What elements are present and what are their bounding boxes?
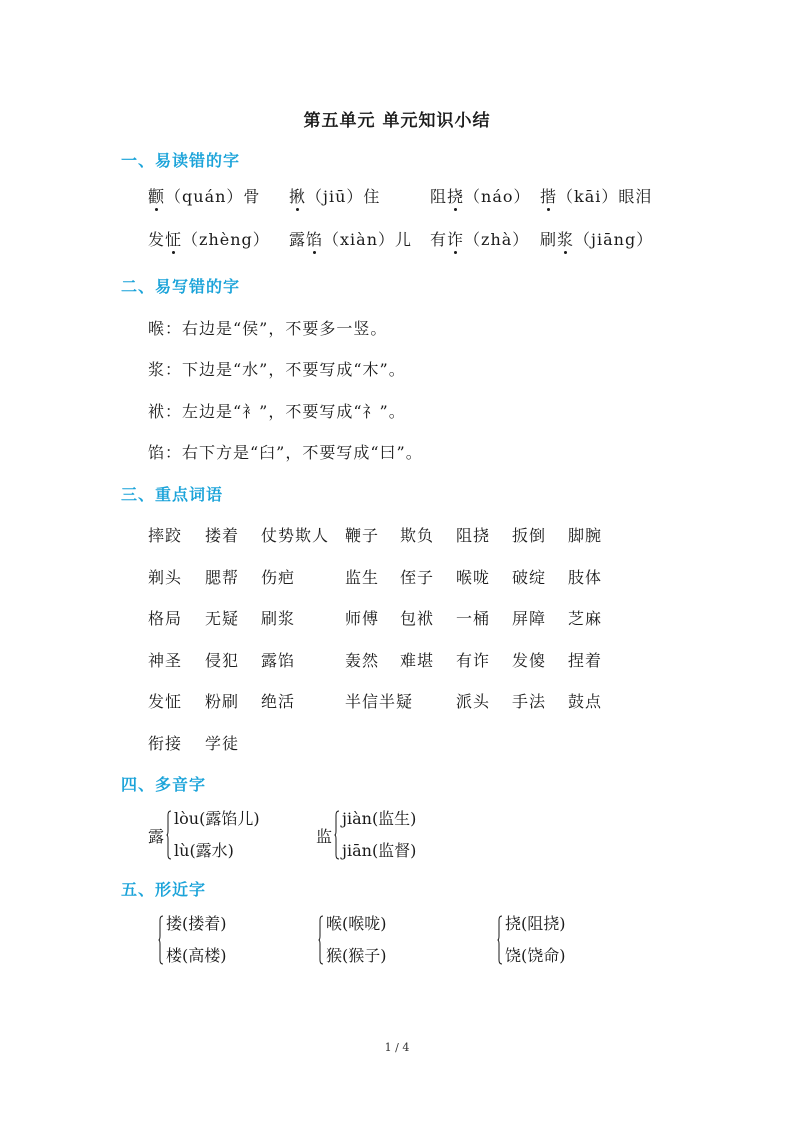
polyphone-char: 监 [316,826,333,846]
vocab-word: 剃头 [148,568,183,587]
brace-icon [166,810,172,860]
vocab-word: 神圣 [148,651,183,670]
pinyin-item: 揩（kāi）眼泪 [540,184,652,207]
polyphone-char: 露 [148,826,165,846]
section-heading-3: 三、重点词语 [121,485,224,504]
polyphone-reading: lòu(露馅儿) [174,809,260,828]
vocab-word: 半信半疑 [345,692,414,711]
section-heading-1: 一、易读错的字 [121,151,241,170]
brace-icon [158,915,164,965]
vocab-word: 破绽 [512,568,547,587]
pinyin-item: 露馅（xiàn）儿 [289,227,412,250]
pinyin-item: 阻挠（náo） [430,184,531,207]
vocab-word: 发怔 [148,692,183,711]
pinyin-item: 有诈（zhà） [430,227,529,250]
vocab-word: 轰然 [345,651,380,670]
vocab-word: 芝麻 [568,609,603,628]
pinyin-item: 发怔（zhèng） [148,227,270,250]
writing-note: 喉：右边是“侯”，不要多一竖。 [148,319,388,338]
vocab-word: 喉咙 [456,568,491,587]
similar-char-group [497,913,566,967]
similar-char: 饶(饶命) [505,946,566,965]
vocab-word: 格局 [148,609,183,628]
vocab-word: 鞭子 [345,526,380,545]
vocab-word: 衔接 [148,734,183,753]
pinyin-item: 揪（jiū）住 [289,184,380,207]
vocab-word: 粉刷 [205,692,240,711]
vocab-word: 手法 [512,692,547,711]
similar-char: 楼(高楼) [166,946,227,965]
vocab-word: 刷浆 [261,609,296,628]
vocab-word: 鼓点 [568,692,603,711]
vocab-word: 监生 [345,568,380,587]
vocab-word: 摔跤 [148,526,183,545]
vocab-word: 伤疤 [261,568,296,587]
similar-char-group [158,913,227,967]
similar-char: 搂(搂着) [166,914,227,933]
vocab-word: 学徒 [205,734,240,753]
vocab-word: 难堪 [400,651,435,670]
vocab-word: 脚腕 [568,526,603,545]
writing-note: 馅：右下方是“臼”，不要写成“曰”。 [148,443,423,462]
page-title: 第五单元 单元知识小结 [303,111,491,131]
polyphone-reading: jiàn(监生) [342,809,417,828]
vocab-word: 包袱 [400,609,435,628]
vocab-word: 捏着 [568,651,603,670]
vocab-word: 肢体 [568,568,603,587]
vocab-word: 有诈 [456,651,491,670]
similar-char: 挠(阻挠) [505,914,566,933]
polyphone-group [316,808,416,862]
section-heading-5: 五、形近字 [121,880,207,899]
page-number: 1 / 4 [384,1041,410,1054]
writing-note: 浆：下边是“水”，不要写成“木”。 [148,360,406,379]
vocab-word: 一桶 [456,609,491,628]
vocab-word: 侄子 [400,568,435,587]
writing-note: 袱：左边是“衤”，不要写成“礻”。 [148,402,406,421]
similar-char: 喉(喉咙) [326,914,387,933]
polyphone-reading: lù(露水) [174,841,234,860]
vocab-word: 露馅 [261,651,296,670]
vocab-word: 师傅 [345,609,380,628]
vocab-word: 无疑 [205,609,240,628]
brace-icon [318,915,324,965]
vocab-word: 搂着 [205,526,240,545]
vocab-word: 屏障 [512,609,547,628]
vocab-word: 侵犯 [205,651,240,670]
similar-char-group [318,913,387,967]
pinyin-item: 颧（quán）骨 [148,184,260,207]
brace-icon [334,810,340,860]
vocab-word: 阻挠 [456,526,491,545]
vocab-word: 欺负 [400,526,435,545]
polyphone-reading: jiān(监督) [342,841,417,860]
brace-icon [497,915,503,965]
section-heading-4: 四、多音字 [121,775,207,794]
vocab-word: 派头 [456,692,491,711]
vocab-word: 绝活 [261,692,296,711]
vocab-word: 发傻 [512,651,547,670]
vocab-word: 仗势欺人 [261,526,330,545]
similar-char: 猴(猴子) [326,946,387,965]
vocab-word: 扳倒 [512,526,547,545]
vocab-word: 腮帮 [205,568,240,587]
polyphone-group [148,808,260,862]
section-heading-2: 二、易写错的字 [121,277,241,296]
pinyin-item: 刷浆（jiāng） [540,227,653,250]
